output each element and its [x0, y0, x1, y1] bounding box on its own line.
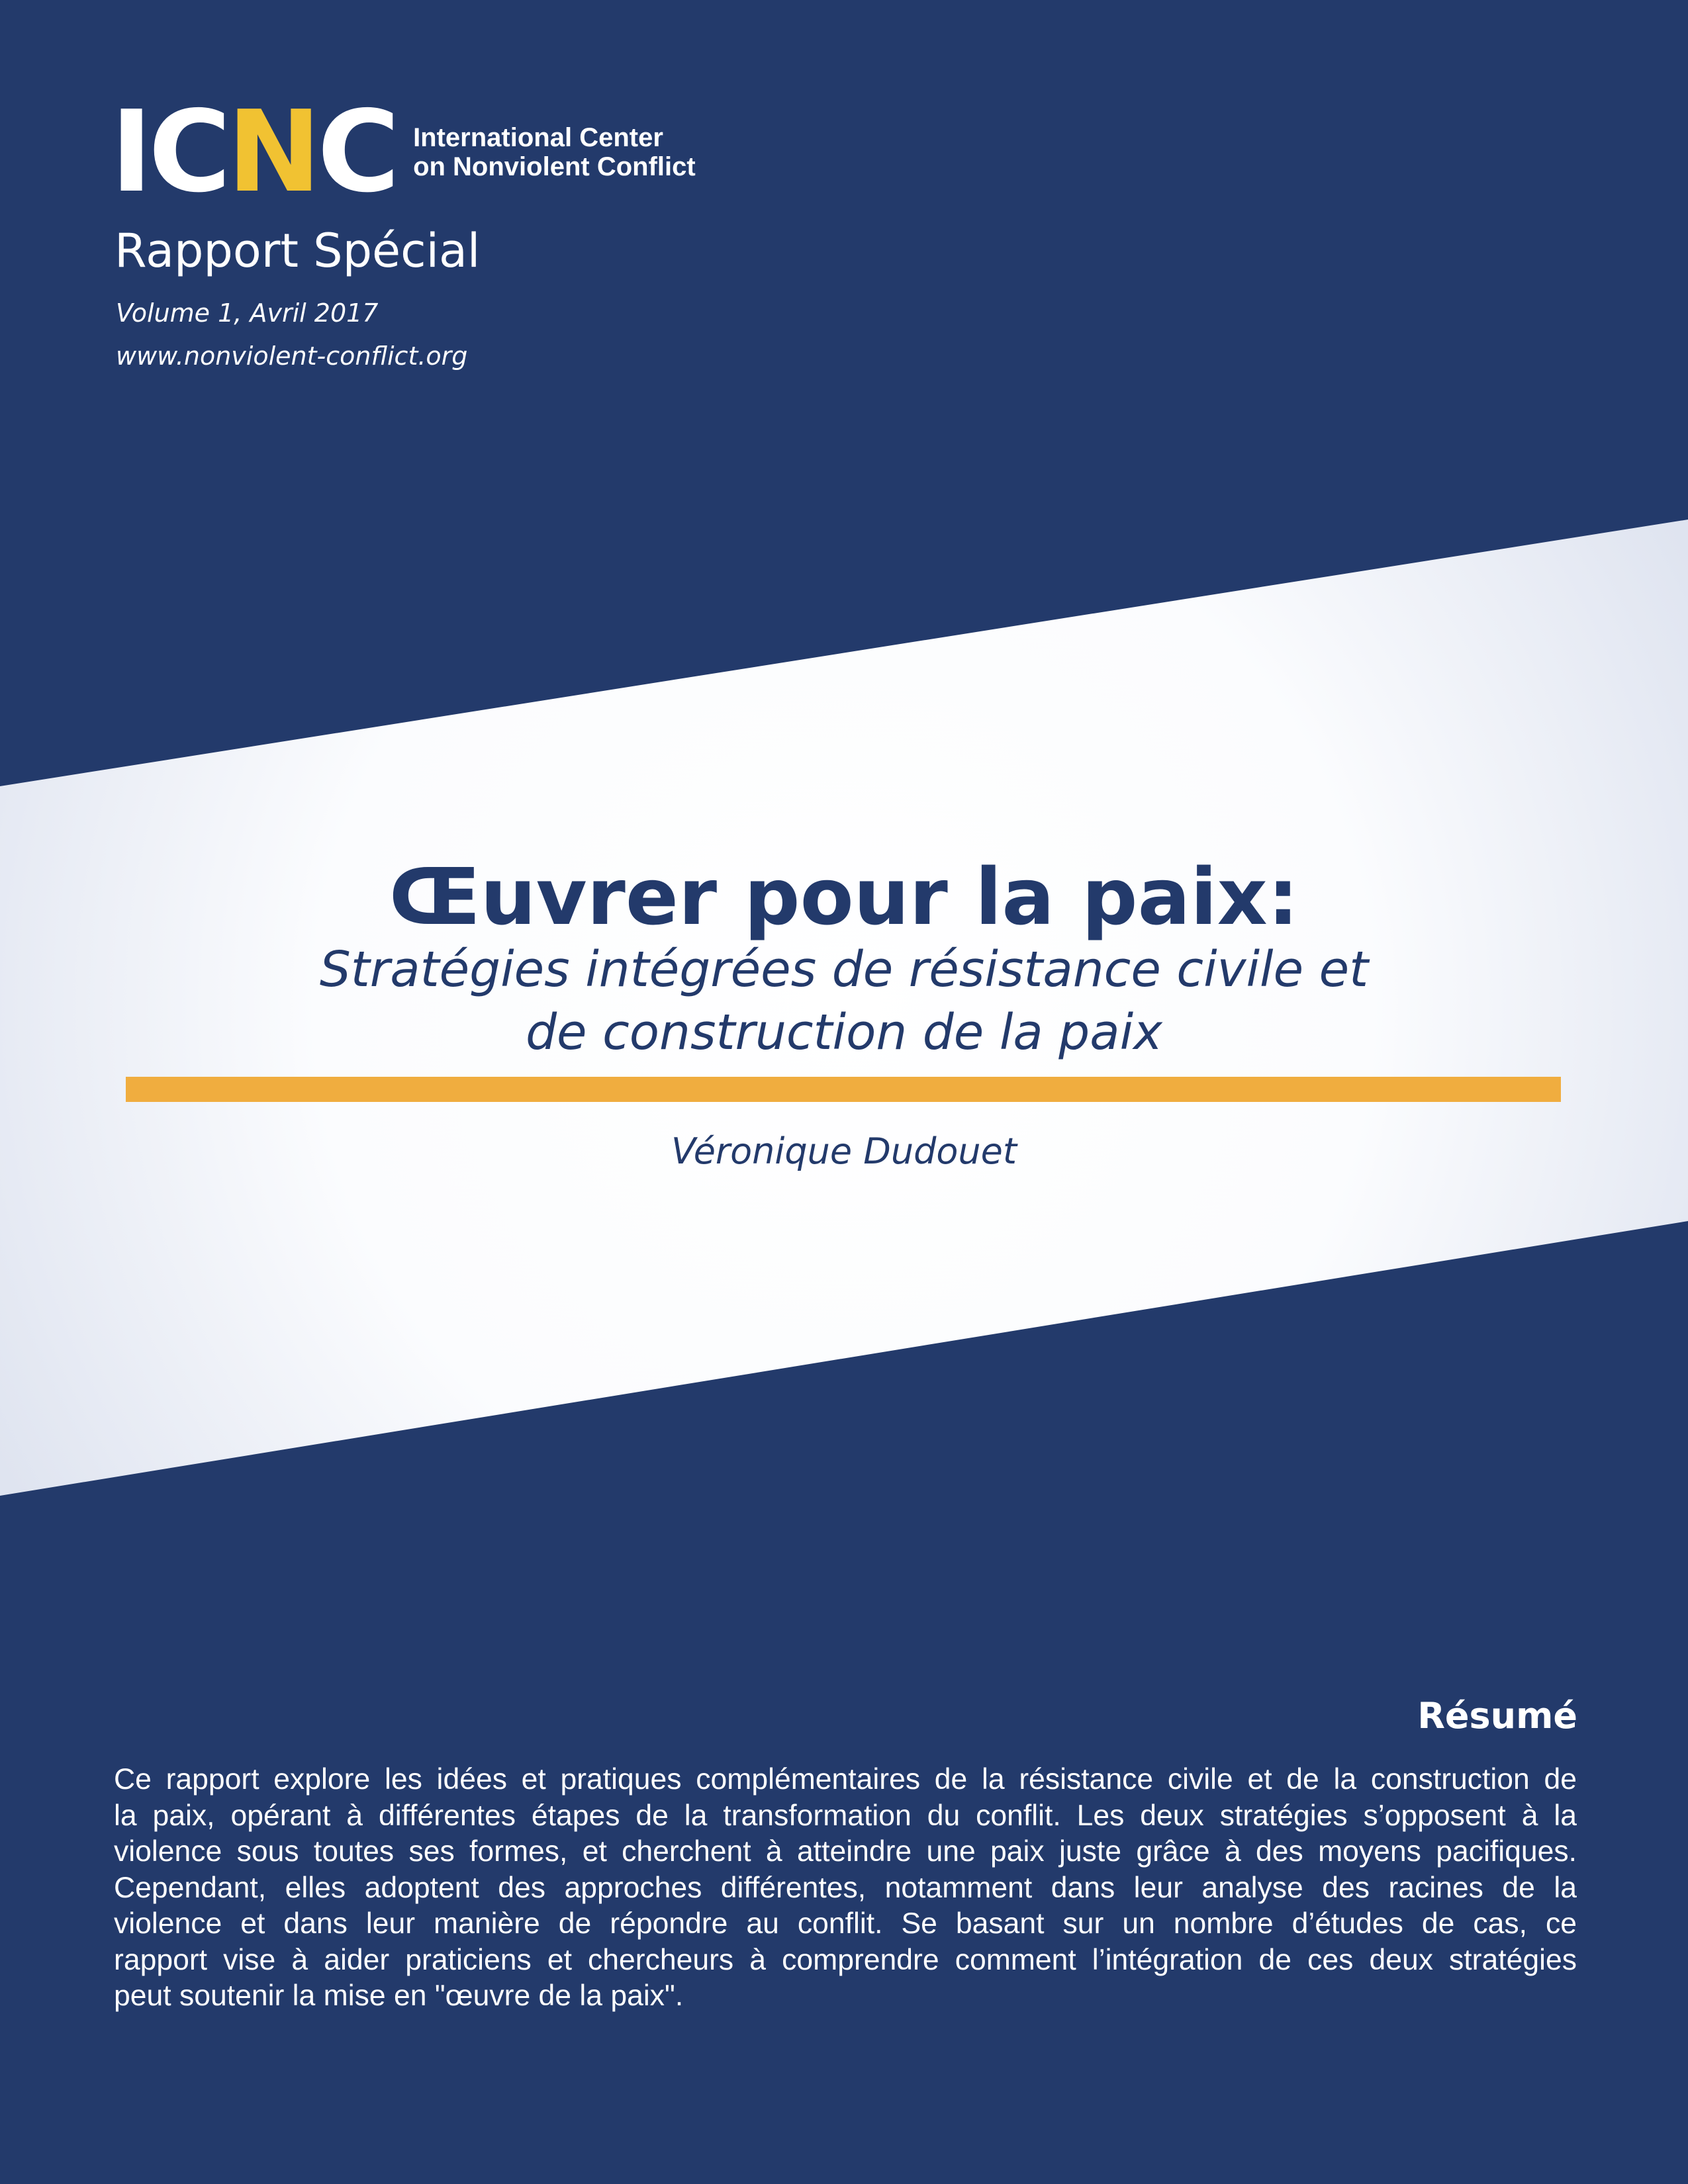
- logo-letter-n: N: [227, 87, 318, 218]
- summary-line: peut soutenir la mise en "œuvre de la paix".: [114, 1979, 684, 2012]
- logo-mark: [111, 87, 397, 218]
- issue-info: Volume 1, Avril 2017: [116, 298, 379, 328]
- author-name: Véronique Dudouet: [671, 1130, 1017, 1172]
- title-divider: [126, 1077, 1561, 1102]
- summary-line: Cependant, elles adoptent des approches différentes, notamment dans leur analyse des racines de la: [114, 1871, 1577, 1904]
- summary-heading: Résumé: [1417, 1695, 1577, 1737]
- subtitle-line-2: de construction de la paix: [526, 1004, 1162, 1061]
- summary-paragraph: [114, 1762, 1577, 2015]
- summary-line: violence et dans leur manière de répondre au conflit. Se basant sur un nombre d’études de cas, ce: [114, 1907, 1577, 1940]
- summary-line: la paix, opérant à différentes étapes de la transformation du conflit. Les deux stratégies s’opposent à la: [114, 1799, 1577, 1832]
- logo-line-1: International Center: [413, 123, 663, 152]
- series-title: Rapport Spécial: [115, 224, 481, 278]
- summary-line: Ce rapport explore les idées et pratiques complémentaires de la résistance civile et de la construction de: [114, 1763, 1577, 1796]
- logo-line-2: on Nonviolent Conflict: [413, 152, 696, 181]
- summary-line: violence sous toutes ses formes, et cherchent à atteindre une paix juste grâce à des moyens pacifiques.: [114, 1835, 1577, 1868]
- report-title: Œuvrer pour la paix:: [389, 851, 1299, 942]
- subtitle-line-1: Stratégies intégrées de résistance civile et: [319, 941, 1369, 998]
- icnc-logo: [111, 87, 696, 218]
- logo-letter-c: C: [317, 87, 397, 218]
- website-url: www.nonviolent-conflict.org: [116, 341, 468, 371]
- logo-wordmark: [413, 123, 696, 181]
- summary-line: rapport vise à aider praticiens et chercheurs à comprendre comment l’intégration de ces deux stratégies: [114, 1943, 1577, 1976]
- logo-letters-ic: IC: [111, 87, 228, 218]
- report-subtitle: [0, 938, 1688, 1064]
